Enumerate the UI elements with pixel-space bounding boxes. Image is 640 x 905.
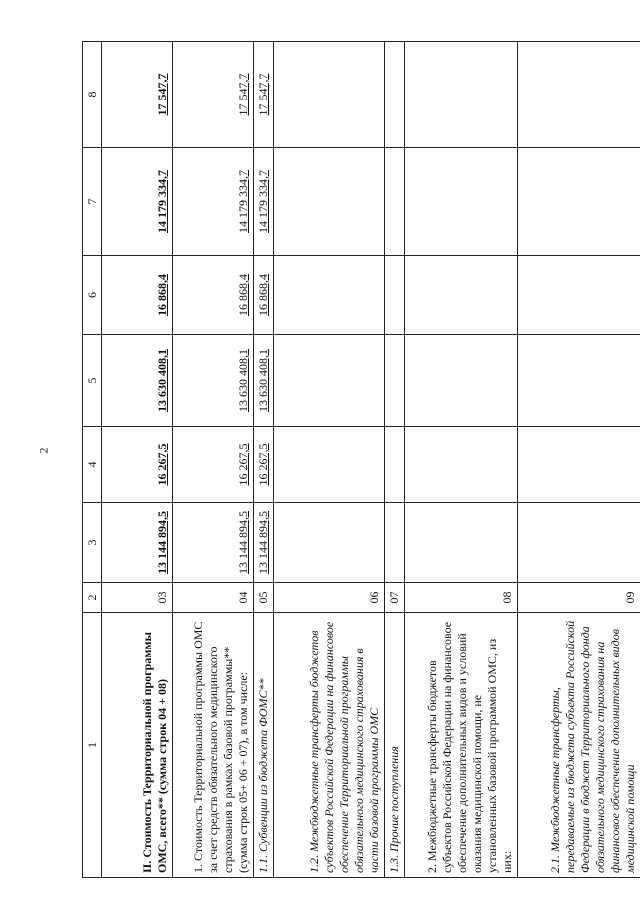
value-col-4 bbox=[385, 427, 405, 503]
value-col-4 bbox=[518, 427, 640, 503]
table-row bbox=[385, 42, 405, 878]
row-code: 06 bbox=[274, 583, 385, 613]
row-description: 2. Межбюджетные трансферты бюджетов субъектов Российской Федерации на финансовое обеспечение дополнительных видов и условий оказания медицинской помощи, не установленных базовой программой ОМС, из них: bbox=[405, 613, 518, 878]
table-row bbox=[405, 42, 518, 878]
row-code: 03 bbox=[102, 583, 173, 613]
row-description: 2.1. Межбюджетные трансферты, передаваемые из бюджета субъекта Российской Федерации в бюджет Территориального фонда обязательного медицинского страхования на финансовое обеспечение дополнительных видов медицинской помощи bbox=[518, 613, 640, 878]
landscape-table-frame bbox=[82, 42, 637, 878]
table-row bbox=[274, 42, 385, 878]
value-col-7 bbox=[518, 148, 640, 256]
value-col-3 bbox=[518, 503, 640, 583]
value-col-5: 13 630 408,1 bbox=[102, 335, 173, 427]
row-description: 1.3. Прочие поступления bbox=[385, 613, 405, 878]
value-col-8: 17 547,7 bbox=[102, 42, 173, 148]
value-col-6: 16 868,4 bbox=[173, 256, 254, 335]
header-cell-2: 2 bbox=[83, 583, 102, 613]
value-col-6: 16 868,4 bbox=[102, 256, 173, 335]
value-col-6 bbox=[518, 256, 640, 335]
value-col-4 bbox=[274, 427, 385, 503]
value-col-4: 16 267,5 bbox=[102, 427, 173, 503]
financing-table bbox=[82, 41, 640, 878]
value-col-8 bbox=[385, 42, 405, 148]
table-row bbox=[518, 42, 640, 878]
header-cell-6: 6 bbox=[83, 256, 102, 335]
row-code: 08 bbox=[405, 583, 518, 613]
row-description: 1.2. Межбюджетные трансферты бюджетов субъектов Российской Федерации на финансовое обеспечение Территориальной программы обязательного медицинского страхования в части базовой программы ОМС bbox=[274, 613, 385, 878]
value-col-3: 13 144 894,5 bbox=[254, 503, 274, 583]
value-col-5: 13 630 408,1 bbox=[173, 335, 254, 427]
value-col-7 bbox=[274, 148, 385, 256]
value-col-8 bbox=[405, 42, 518, 148]
value-col-6: 16 868,4 bbox=[254, 256, 274, 335]
header-cell-3: 3 bbox=[83, 503, 102, 583]
value-col-5 bbox=[405, 335, 518, 427]
value-col-5 bbox=[274, 335, 385, 427]
value-col-3 bbox=[274, 503, 385, 583]
header-cell-1: 1 bbox=[83, 613, 102, 878]
row-description: 1.1. Субвенции из бюджета ФОМС** bbox=[254, 613, 274, 878]
row-description: II. Стоимость Территориальной программы ОМС, всего** (сумма строк 04 + 08) bbox=[102, 613, 173, 878]
rotated-table-container bbox=[82, 42, 637, 878]
header-cell-4: 4 bbox=[83, 427, 102, 503]
header-cell-7: 7 bbox=[83, 148, 102, 256]
header-row bbox=[83, 42, 102, 878]
value-col-8: 17 547,7 bbox=[173, 42, 254, 148]
header-cell-5: 5 bbox=[83, 335, 102, 427]
value-col-7: 14 179 334,7 bbox=[173, 148, 254, 256]
value-col-5 bbox=[518, 335, 640, 427]
value-col-8: 17 547,7 bbox=[254, 42, 274, 148]
value-col-8 bbox=[518, 42, 640, 148]
table-row bbox=[102, 42, 173, 878]
value-col-3: 13 144 894,5 bbox=[102, 503, 173, 583]
page-number: 2 bbox=[36, 447, 51, 454]
value-col-3 bbox=[405, 503, 518, 583]
value-col-7: 14 179 334,7 bbox=[102, 148, 173, 256]
row-code: 07 bbox=[385, 583, 405, 613]
value-col-6 bbox=[385, 256, 405, 335]
value-col-7 bbox=[385, 148, 405, 256]
row-code: 09 bbox=[518, 583, 640, 613]
value-col-8 bbox=[274, 42, 385, 148]
value-col-4: 16 267,5 bbox=[173, 427, 254, 503]
value-col-6 bbox=[405, 256, 518, 335]
value-col-3 bbox=[385, 503, 405, 583]
row-code: 05 bbox=[254, 583, 274, 613]
table-row bbox=[254, 42, 274, 878]
row-code: 04 bbox=[173, 583, 254, 613]
value-col-4: 16 267,5 bbox=[254, 427, 274, 503]
value-col-5 bbox=[385, 335, 405, 427]
header-cell-8: 8 bbox=[83, 42, 102, 148]
value-col-7 bbox=[405, 148, 518, 256]
value-col-4 bbox=[405, 427, 518, 503]
table-row bbox=[173, 42, 254, 878]
value-col-7: 14 179 334,7 bbox=[254, 148, 274, 256]
value-col-6 bbox=[274, 256, 385, 335]
row-description: 1. Стоимость Территориальной программы ОМС за счет средств обязательного медицинского страхования в рамках базовой программы** (сумма строк 05+ 06 + 07), в том числе: bbox=[173, 613, 254, 878]
value-col-5: 13 630 408,1 bbox=[254, 335, 274, 427]
value-col-3: 13 144 894,5 bbox=[173, 503, 254, 583]
